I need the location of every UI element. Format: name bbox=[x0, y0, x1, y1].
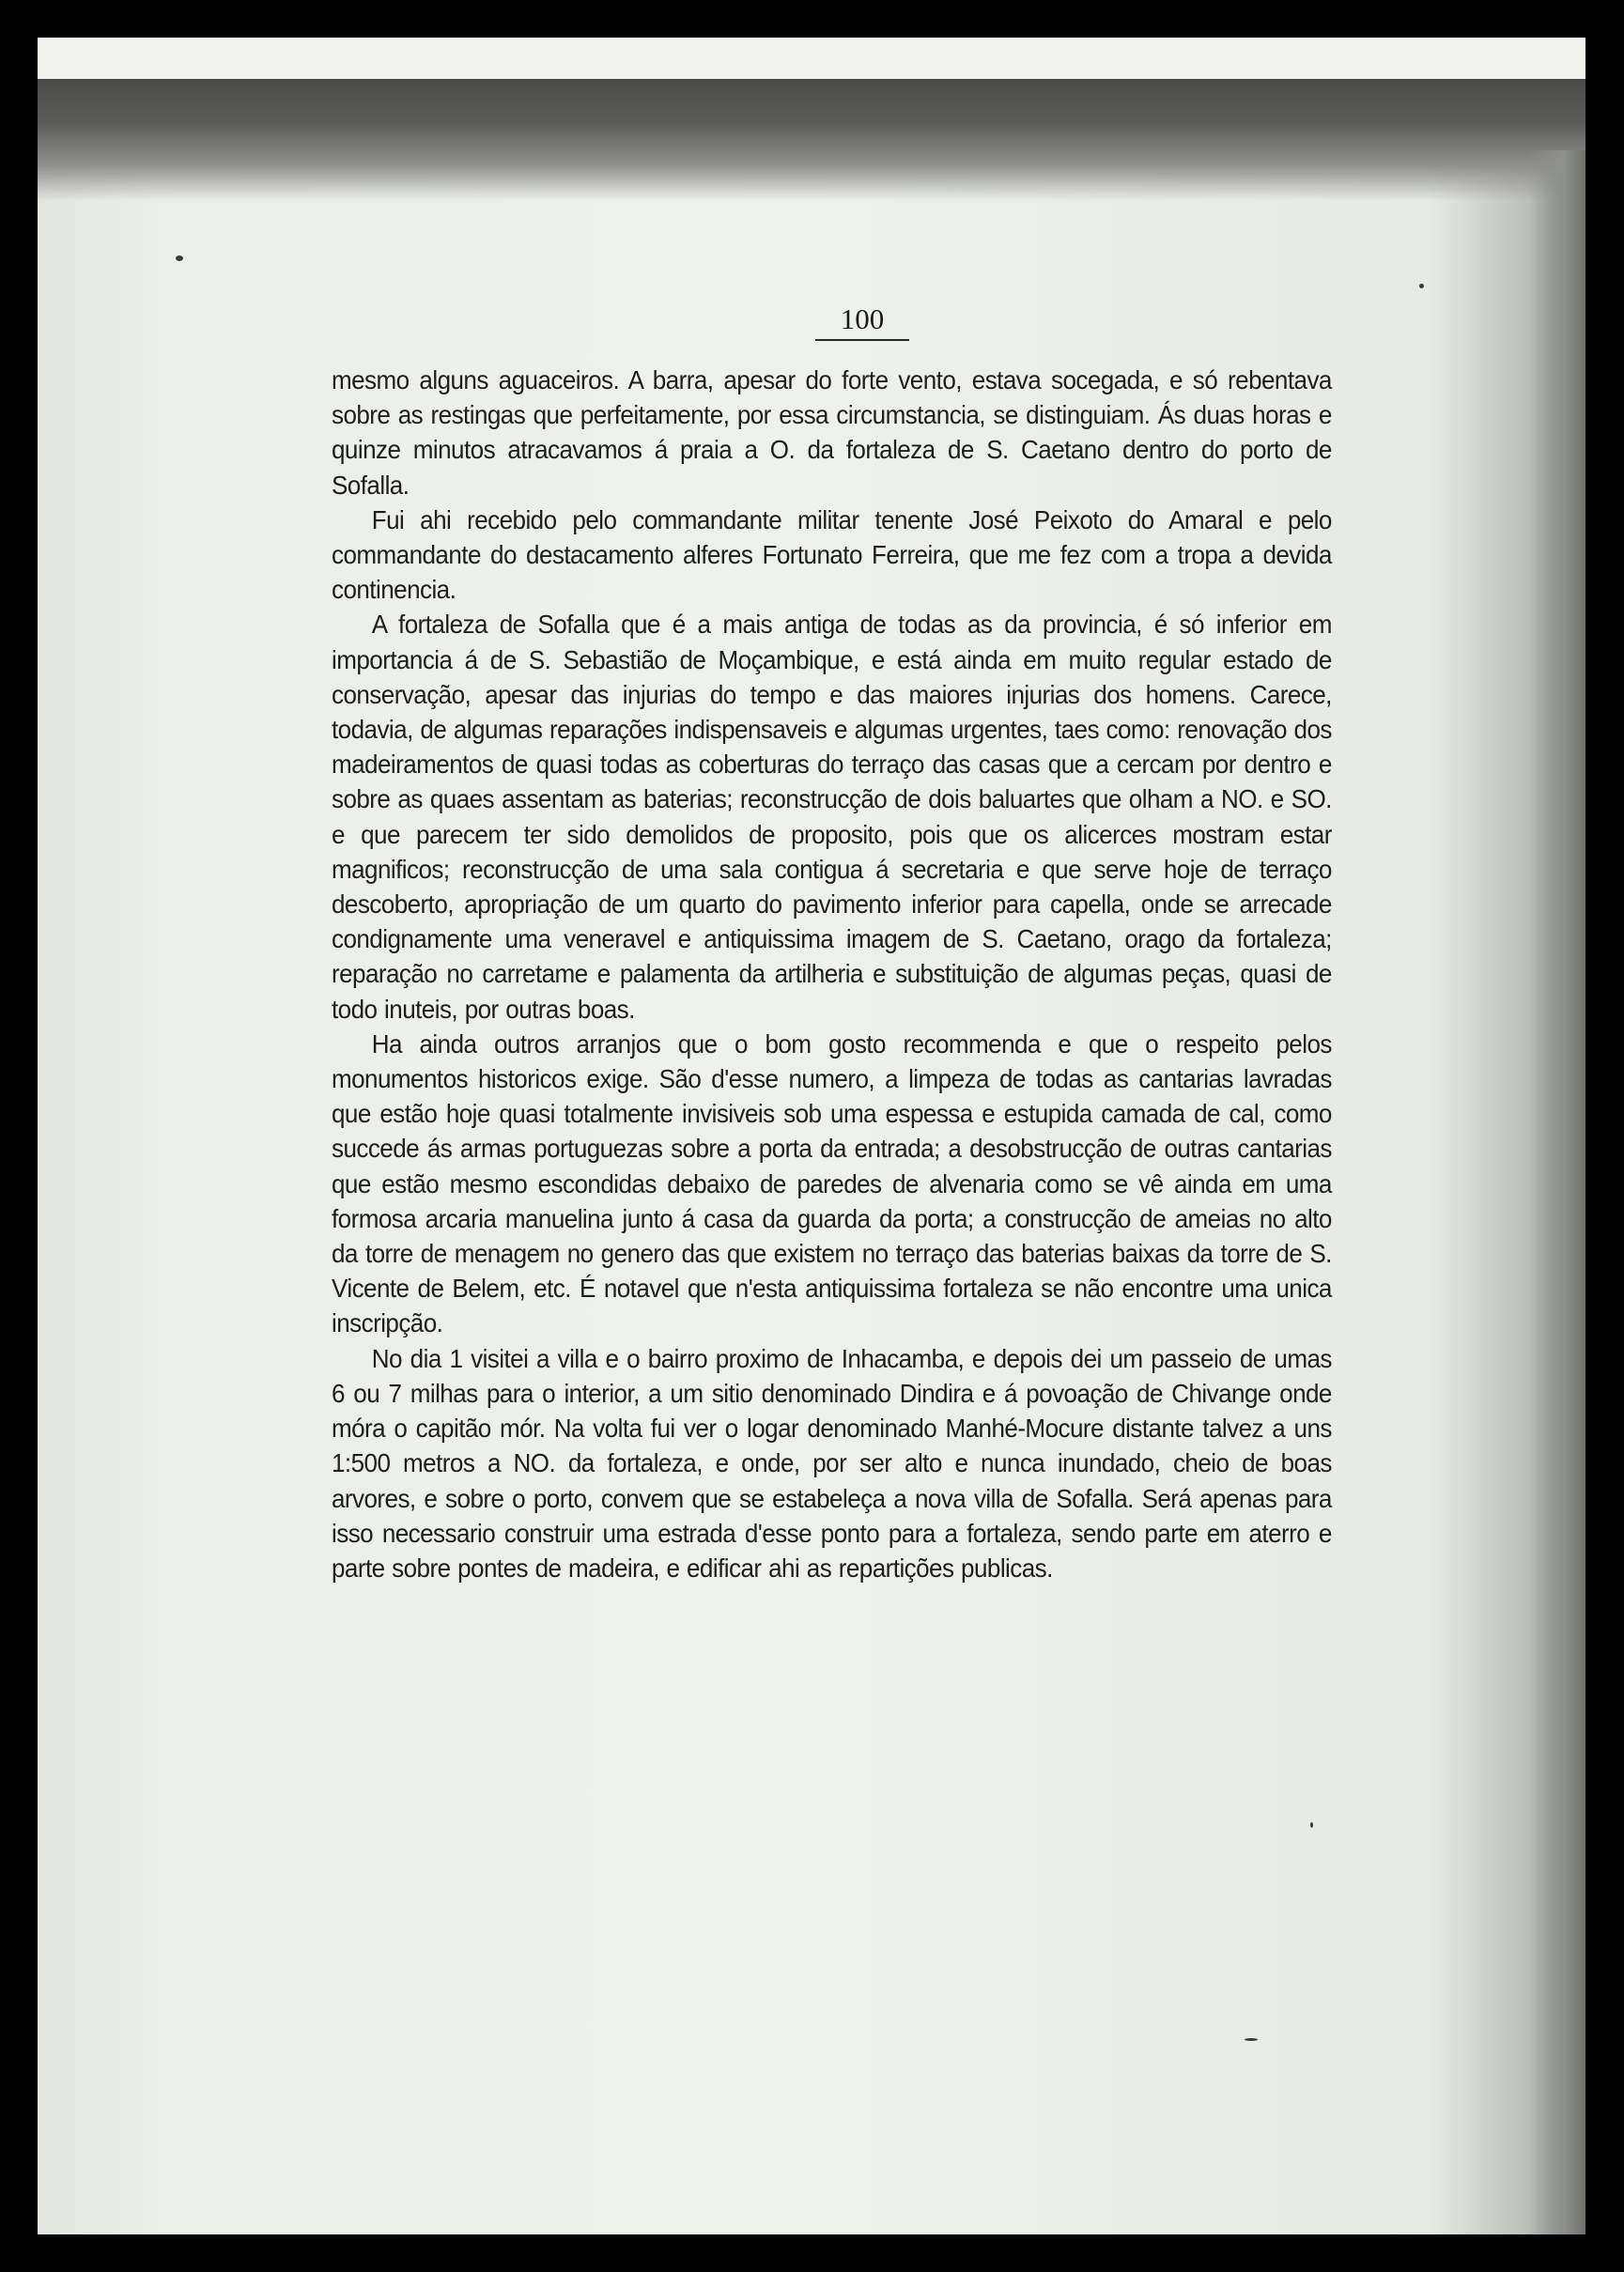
scan-speck bbox=[176, 255, 183, 261]
scan-speck bbox=[1310, 1822, 1313, 1828]
body-text bbox=[332, 363, 1332, 1585]
paragraph-3: A fortaleza de Sofalla que é a mais antiga de todas as da provincia, é só inferior em importancia á de S. Sebastião de Moçambique, e está ainda em muito regular estado de conservação, apesar das injurias do tempo e das maiores injurias dos homens. Carece, todavia, de algumas reparações indispensaveis e algumas urgentes, taes como: renovação dos madeiramentos de quasi todas as coberturas do terraço das casas que a cercam por dentro e sobre as quaes assentam as baterias; reconstrucção de dois baluartes que olham a NO. e SO. e que parecem ter sido demolidos de proposito, pois que os alicerces mostram estar magnificos; reconstrucção de uma sala contigua á secretaria e que serve hoje de terraço descoberto, apropriação de um quarto do pavimento inferior para capella, onde se arrecade condignamente uma veneravel e antiquissima imagem de S. Caetano, orago da fortaleza; reparação no carretame e palamenta da artilheria e substituição de algumas peças, quasi de todo inuteis, por outras boas. bbox=[332, 610, 1332, 1024]
scan-right-shadow bbox=[1529, 150, 1585, 2234]
scan-top-shadow bbox=[38, 79, 1585, 201]
page-number: 100 bbox=[815, 303, 909, 341]
paragraph-4: Ha ainda outros arranjos que o bom gosto recommenda e que o respeito pelos monumentos historicos exige. São d'esse numero, a limpeza de todas as cantarias lavradas que estão hoje quasi totalmente invisiveis sob uma espessa e estupida camada de cal, como succede ás armas portuguezas sobre a porta da entrada; a desobstrucção de outras cantarias que estão mesmo escondidas debaixo de paredes de alvenaria como se vê ainda em uma formosa arcaria manuelina junto á casa da guarda da porta; a construcção de ameias no alto da torre de menagem no genero das que existem no terraço das baterias baixas da torre de S. Vicente de Belem, etc. É notavel que n'esta antiquissima fortaleza se não encontre uma unica inscripção. bbox=[332, 1028, 1332, 1338]
paragraph-5: No dia 1 visitei a villa e o bairro proximo de Inhacamba, e depois dei um passeio de umas 6 ou 7 milhas para o interior, a um sitio denominado Dindira e á povoação de Chivange onde móra o capitão mór. Na volta fui ver o logar denominado Manhé-Mocure distante talvez a uns 1:500 metros a NO. da fortaleza, e onde, por ser alto e nunca inundado, cheio de boas arvores, e sobre o porto, convem que se estabeleça a nova villa de Sofalla. Será apenas para isso necessario construir uma estrada d'esse ponto para a fortaleza, sendo parte em aterro e parte sobre pontes de madeira, e edificar ahi as repartições publicas. bbox=[332, 1343, 1332, 1583]
scan-speck bbox=[1245, 2038, 1258, 2041]
paragraph-1: mesmo alguns aguaceiros. A barra, apesar do forte vento, estava socegada, e só rebentava sobre as restingas que perfeitamente, por essa circumstancia, se distinguiam. Ás duas horas e quinze minutos atracavamos á praia a O. da fortaleza de S. Caetano dentro do porto de Sofalla. bbox=[332, 365, 1332, 500]
scan-speck bbox=[1419, 284, 1424, 288]
paragraph-2: Fui ahi recebido pelo commandante militar tenente José Peixoto do Amaral e pelo commandante do destacamento alferes Fortunato Ferreira, que me fez com a tropa a devida continencia. bbox=[332, 504, 1332, 605]
scan-top-strip bbox=[38, 38, 1585, 81]
